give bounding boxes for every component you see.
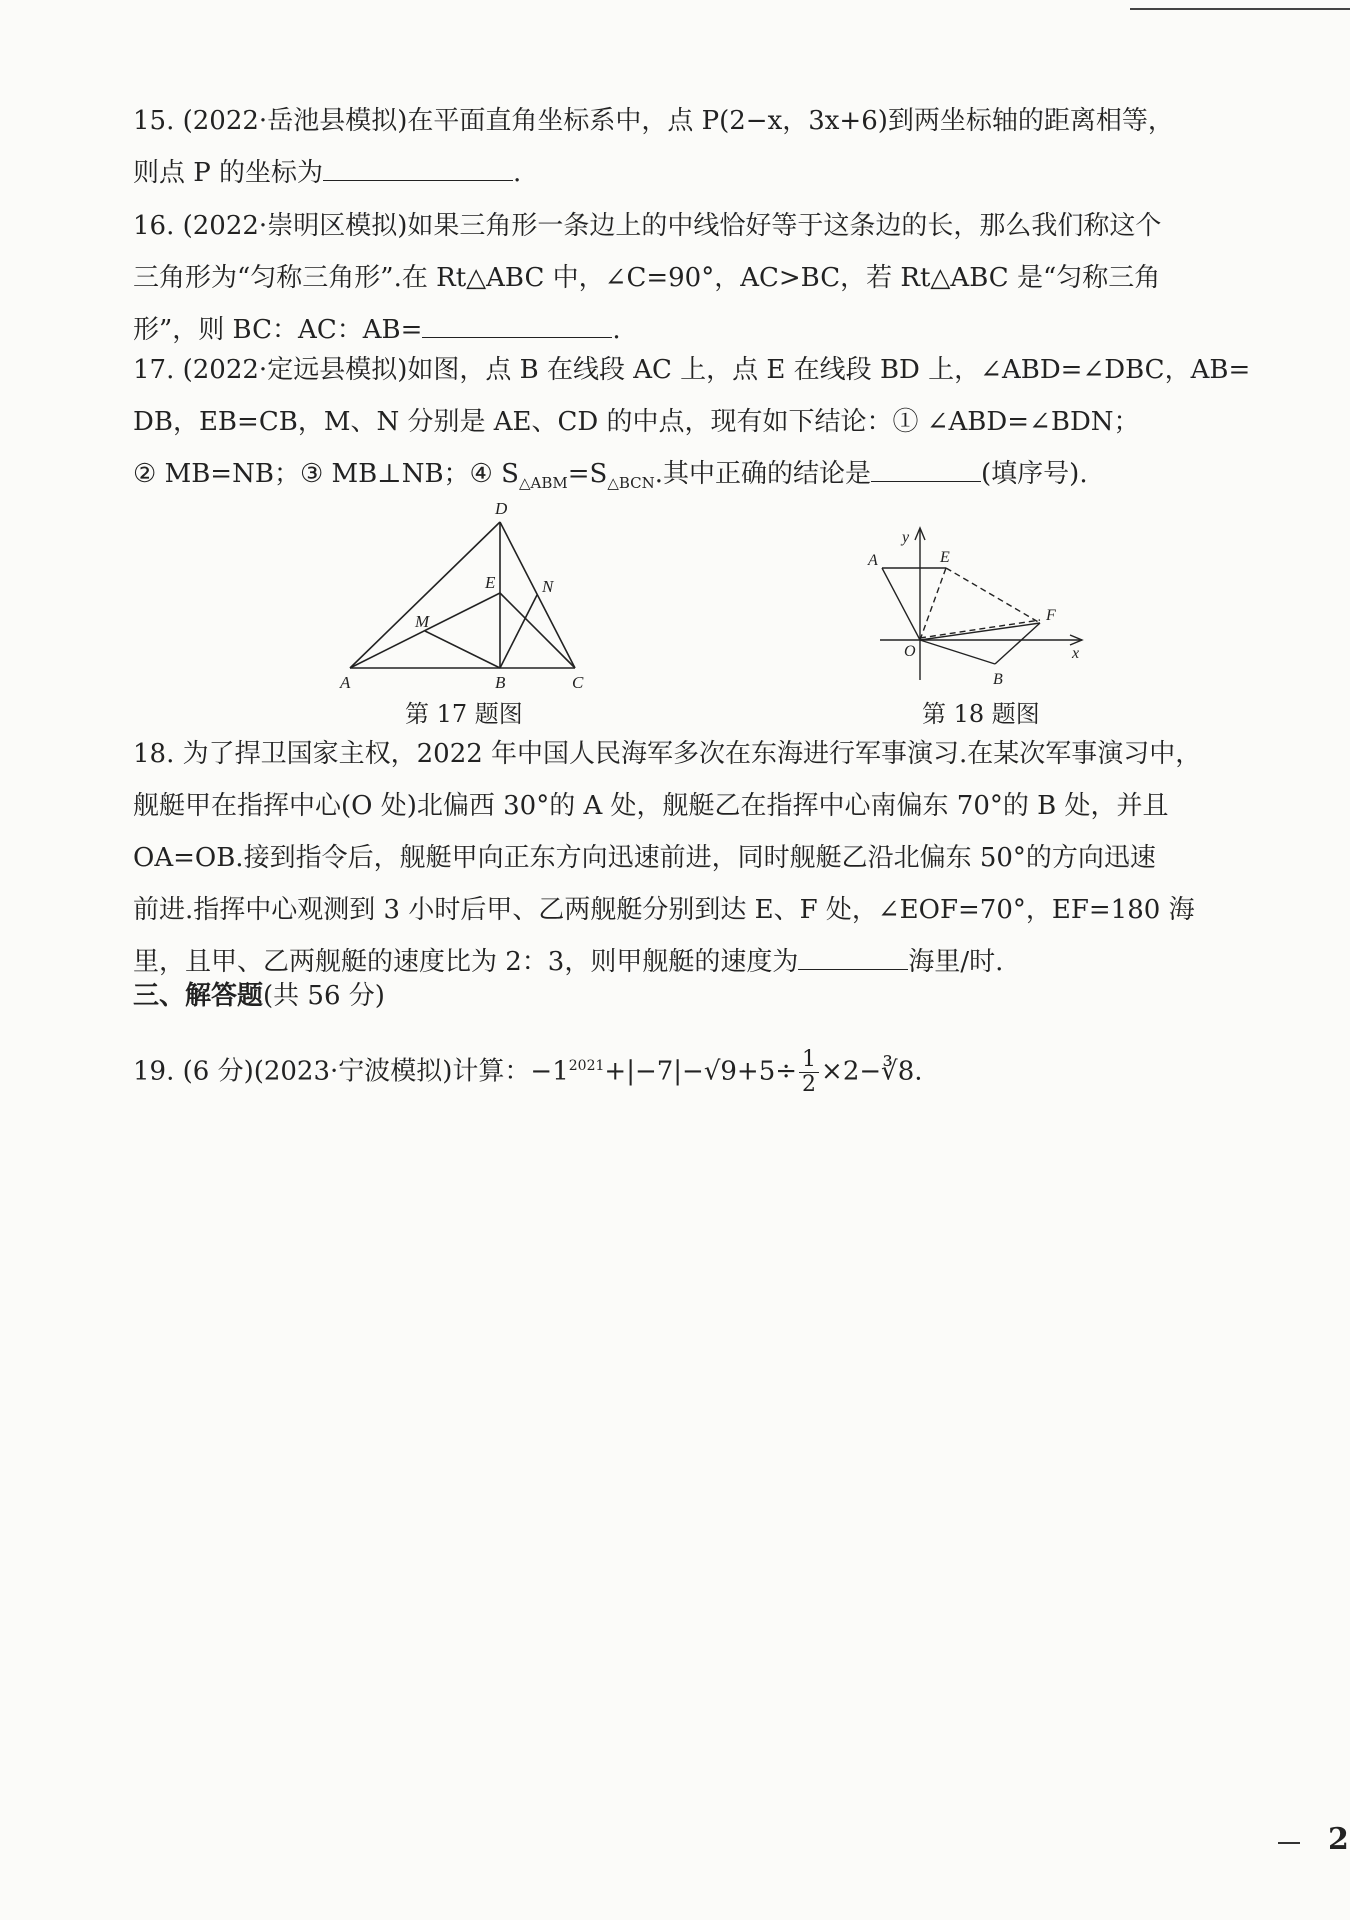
problem-17-line-3 — [133, 448, 1273, 509]
segment-mb — [425, 631, 500, 668]
problem-19-line — [133, 1040, 1273, 1098]
segment-oe — [920, 568, 946, 640]
problem-18-line-3: OA=OB.接到指令后，舰艇甲向正东方向迅速前进，同时舰艇乙沿北偏东 50°的方向迅速 — [133, 843, 1156, 873]
label-b: B — [993, 671, 1003, 688]
label-d: D — [495, 500, 508, 518]
problem-19 — [133, 1040, 1273, 1098]
problem-17-line-2: DB，EB=CB，M、N 分别是 AE、CD 的中点，现有如下结论：① ∠ABD=∠BDN； — [133, 407, 1140, 437]
problem-16 — [133, 200, 1273, 356]
page-number: 2 — [1328, 1822, 1349, 1857]
problem-17-text-b: =S — [567, 459, 608, 489]
problem-19-prefix: 19. (6 分)(2023·宁波模拟)计算：−1 — [133, 1056, 569, 1087]
label-b: B — [495, 673, 506, 692]
problem-16-end: . — [612, 315, 621, 345]
area-subscript-abm: △ABM — [518, 474, 568, 493]
section-3-title: 三、解答题 — [133, 981, 264, 1011]
fraction-numerator: 1 — [799, 1048, 819, 1073]
segment-ef — [946, 568, 1040, 623]
section-3-heading — [133, 975, 385, 1012]
section-3-points: (共 56 分) — [263, 981, 385, 1011]
footer-dash — [1278, 1842, 1300, 1844]
figure-17-diagram — [330, 500, 610, 700]
segment-ad — [350, 522, 500, 668]
problem-18 — [133, 728, 1273, 988]
label-e: E — [940, 549, 950, 566]
problem-15 — [133, 95, 1273, 199]
problem-17-text-a: ② MB=NB；③ MB⊥NB；④ S — [133, 459, 519, 489]
segment-ao — [882, 568, 920, 640]
exponent: 2021 — [568, 1058, 605, 1074]
segment-bn — [500, 595, 537, 668]
segment-bf — [995, 623, 1040, 664]
problem-18-line-2: 舰艇甲在指挥中心(O 处)北偏西 30°的 A 处，舰艇乙在指挥中心南偏东 70°的 B 处，并且 — [133, 791, 1169, 821]
problem-17-line-1: 17. (2022·定远县模拟)如图，点 B 在线段 AC 上，点 E 在线段 BD 上，∠ABD=∠DBC，AB= — [133, 355, 1251, 385]
figure-18-caption: 第 18 题图 — [922, 700, 1040, 728]
answer-blank-17[interactable] — [871, 451, 981, 482]
answer-blank-16[interactable] — [422, 307, 612, 338]
problem-18-end: 海里/时. — [908, 947, 1004, 977]
label-a: A — [340, 673, 351, 692]
segment-ec — [500, 593, 575, 668]
problem-16-text: 形”，则 BC：AC：AB= — [133, 315, 423, 345]
label-e: E — [485, 573, 496, 592]
problem-16-line-1: 16. (2022·崇明区模拟)如果三角形一条边上的中线恰好等于这条边的长，那么我们称这个 — [133, 211, 1162, 241]
problem-18-text: 里，且甲、乙两舰艇的速度比为 2：3，则甲舰艇的速度为 — [133, 947, 799, 977]
label-a: A — [868, 552, 878, 569]
problem-16-line-2: 三角形为“匀称三角形”.在 Rt△ABC 中，∠C=90°，AC>BC，若 Rt△ABC 是“匀称三角 — [133, 263, 1161, 293]
label-c: C — [572, 673, 584, 692]
problem-18-line-4: 前进.指挥中心观测到 3 小时后甲、乙两舰艇分别到达 E、F 处，∠EOF=70°，EF=180 海 — [133, 895, 1195, 925]
fraction-denominator: 2 — [802, 1072, 817, 1098]
segment-ob — [920, 640, 995, 664]
problem-15-text: 则点 P 的坐标为 — [133, 158, 324, 188]
segment-of — [920, 623, 1040, 640]
figure-17-caption: 第 17 题图 — [405, 700, 523, 728]
label-m: M — [415, 612, 430, 631]
label-f: F — [1046, 607, 1056, 624]
problem-15-line-1: 15. (2022·岳池县模拟)在平面直角坐标系中，点 P(2−x，3x+6)到两坐标轴的距离相等， — [133, 106, 1174, 136]
fraction-one-half — [799, 1048, 819, 1097]
label-n: N — [542, 577, 554, 596]
label-x: x — [1072, 645, 1080, 662]
figure-18-diagram — [860, 520, 1100, 695]
problem-19-mid: +|−7|−√9+5÷ — [604, 1056, 798, 1087]
area-subscript-bcn: △BCN — [607, 474, 655, 493]
label-o: O — [904, 643, 916, 660]
answer-blank-18[interactable] — [798, 939, 908, 970]
problem-19-suffix: ×2−∛8. — [821, 1056, 923, 1087]
segment-of-dashed — [920, 620, 1040, 638]
problem-18-line-1: 18. 为了捍卫国家主权，2022 年中国人民海军多次在东海进行军事演习.在某次军事演习中， — [133, 739, 1202, 769]
problem-17-text-c: .其中正确的结论是 — [654, 459, 872, 489]
problem-15-end: . — [513, 158, 522, 188]
problem-15-line-2 — [133, 147, 1273, 199]
problem-17 — [133, 344, 1273, 509]
top-rule — [1130, 8, 1350, 10]
answer-blank-15[interactable] — [323, 150, 513, 181]
label-y: y — [902, 529, 910, 546]
problem-17-text-d: (填序号). — [981, 459, 1088, 489]
